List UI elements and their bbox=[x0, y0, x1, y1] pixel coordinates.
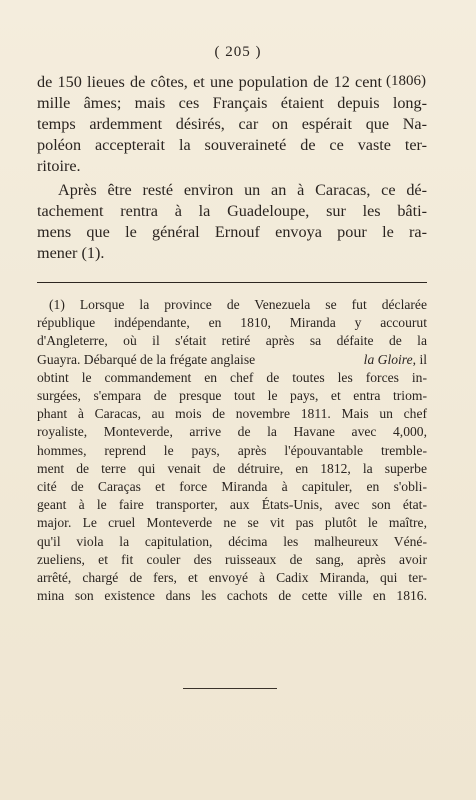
footnote-line: (1) Lorsque la province de Venezuela se fut déclarée bbox=[49, 297, 427, 312]
footnote-line: ment de terre qui venait de détruire, en 1812, la superbe bbox=[37, 460, 427, 476]
margin-year-note: (1806) bbox=[386, 73, 426, 89]
main-text-line: temps ardemment désirés, car on espérait que Na- bbox=[37, 115, 427, 133]
ship-name: la Gloire bbox=[363, 351, 413, 367]
main-text-line: mens que le général Ernouf envoya pour le ra- bbox=[37, 223, 427, 241]
footnote-text: Guayra. Débarqué de la frégate anglaise bbox=[37, 351, 256, 367]
footnote-line-with-italic bbox=[37, 351, 427, 369]
footnote-line: zueliens, et fit couler des ruisseaux de sang, après avoir bbox=[37, 551, 427, 567]
main-text-line: de 150 lieues de côtes, et une population de 12 cent bbox=[37, 73, 382, 91]
footnote-line: geant à le faire transporter, aux États-Unis, avec son état- bbox=[37, 497, 427, 513]
footnote-line: surgées, s'empara de presque tout le pays, et entra triom- bbox=[37, 388, 427, 404]
footnote-line: cité de Caraças et force Miranda à capituler, en s'obli- bbox=[37, 479, 427, 495]
footnote bbox=[37, 296, 427, 605]
main-text bbox=[37, 72, 427, 264]
main-text-line: ritoire. bbox=[37, 157, 81, 175]
footnote-line: royaliste, Monteverde, arrive de la Havane avec 4,000, bbox=[37, 424, 427, 440]
main-text-line: mener (1). bbox=[37, 244, 105, 262]
footnote-line: hommes, reprend le pays, après l'épouvantable tremble- bbox=[37, 442, 427, 458]
footnote-line: arrêté, chargé de fers, et envoyé à Cadix Miranda, qui ter- bbox=[37, 570, 427, 586]
footnote-line: phant à Caracas, au mois de novembre 1811. Mais un chef bbox=[37, 406, 427, 422]
footnote-line: mina son existence dans les cachots de cette ville en 1816. bbox=[37, 588, 427, 604]
page-number: ( 205 ) bbox=[214, 44, 262, 60]
footnote-text bbox=[364, 351, 427, 369]
footnote-line: obtint le commandement en chef de toutes les forces in- bbox=[37, 369, 427, 385]
footnote-line: qu'il viola la capitulation, décima les malheureux Véné- bbox=[37, 533, 427, 549]
main-text-line: tachement rentra à la Guadeloupe, sur les bâti- bbox=[37, 202, 427, 220]
footnote-separator-rule bbox=[37, 282, 427, 283]
footnote-text: , il bbox=[412, 351, 427, 367]
footnote-line: république indépendante, en 1810, Miranda y accourut bbox=[37, 315, 427, 331]
footnote-line: d'Angleterre, où il s'était retiré après sa défaite de la bbox=[37, 333, 427, 349]
footnote-line: major. Le cruel Monteverde ne se vit pas plutôt le maître, bbox=[37, 515, 427, 531]
main-text-line: mille âmes; mais ces Français étaient depuis long- bbox=[37, 94, 427, 112]
main-text-line: poléon accepterait la souveraineté de ce vaste ter- bbox=[37, 136, 427, 154]
end-rule bbox=[183, 688, 277, 689]
main-text-line: Après être resté environ un an à Caracas, ce dé- bbox=[58, 181, 427, 199]
